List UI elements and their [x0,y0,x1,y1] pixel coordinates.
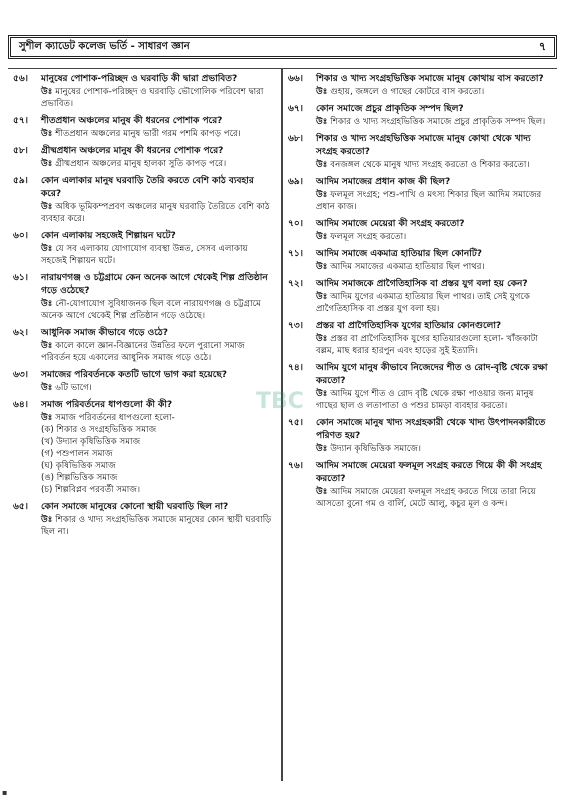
answer-label: উঃ [41,244,56,254]
answer-body: কালে কালে জ্ঞান-বিজ্ঞানের উন্নতির ফলে পুরানো সমাজ পরিবর্তন হয়ে একালের আধুনিক সমাজ গড়ে ওঠে। [41,341,245,363]
question-item [283,216,556,246]
question-number: ৬৫। [13,502,28,512]
question-number: ৫৮। [13,146,28,156]
question-text: কোন এলাকার মানুষ ঘরবাড়ি তৈরি করতে বেশি কাঠ ব্যবহার করে? [41,176,254,199]
answer-label: উঃ [41,299,56,309]
page-number: ৭ [538,39,546,53]
answer-body: শিকার ও খাদ্য সংগ্রহভিত্তিক সমাজে মানুষের কোন স্থায়ী ঘরবাড়ি ছিল না। [41,515,272,537]
question-number: ৭০। [288,219,303,229]
answer-list-item: (ঘ) কৃষিভিত্তিক সমাজ [41,461,116,471]
right-column [282,69,556,781]
question-text: কোন সমাজে মানুষের কোনো স্থায়ী ঘরবাড়ি ছিল না? [41,502,229,512]
answer-list-item: (গ) পশুপালন সমাজ [41,449,113,459]
question-item [283,360,556,415]
question-number: ৫৭। [13,116,28,126]
answer-body: শীতপ্রধান অঞ্চলের মানুষ ভারী গরম পশমি কাপড় পরে। [55,129,241,139]
answer-label: উঃ [316,232,331,242]
question-text: সমাজ পরিবর্তনের ধাপগুলো কী কী? [41,400,173,410]
question-number: ৭২। [288,279,303,289]
question-row [13,399,276,412]
question-text: কোন সমাজে প্রচুর প্রাকৃতিক সম্পদ ছিল? [316,104,464,114]
answer-body: গুহায়, জঙ্গলে ও গাছের কোটরে বাস করতো। [330,87,485,97]
left-column [8,69,282,781]
answer-list-item: (চ) শিল্পবিপ্লব পরবর্তী সমাজ। [41,485,141,495]
page-header [8,35,557,59]
question-row [288,320,551,333]
answer-label: উঃ [316,334,331,344]
question-text: শীতপ্রধান অঞ্চলের মানুষ কী ধরনের পোশাক পরে? [41,116,223,126]
question-number: ৬১। [13,273,28,283]
answer-text [41,86,276,110]
svg-text:TBC: TBC [256,389,304,414]
question-number: ৬২। [13,328,28,338]
question-item [8,173,281,228]
answer-body: আদিম যুগের একমাত্র হাতিয়ার ছিল পাথর। তাই সেই যুগকে প্রাগৈতিহাসিক বা প্রস্তর যুগ বলা হয়। [316,292,530,314]
answer-label: উঃ [316,487,331,497]
question-row [13,175,276,201]
question-row [288,176,551,189]
answer-label: উঃ [316,160,331,170]
answer-list-item: (ঙ) শিল্পভিত্তিক সমাজ [41,473,118,483]
answer-text [41,243,276,267]
question-row [288,362,551,388]
question-number: ৬০। [13,231,28,241]
question-item [8,143,281,173]
question-row [13,145,276,158]
answer-text [41,128,276,140]
answer-list [41,424,276,496]
question-text: শিকার ও খাদ্য সংগ্রহভিত্তিক সমাজে মানুষ কোথায় বাস করতো? [316,74,544,84]
answer-list-items [41,424,276,496]
question-row [13,230,276,243]
question-row [288,278,551,291]
answer-label: উঃ [41,515,56,525]
answer-text [316,159,551,171]
question-text: গ্রীষ্মপ্রধান অঞ্চলের মানুষ কী ধরনের পোশাক পরে? [41,146,224,156]
question-row [13,327,276,340]
answer-label: উঃ [316,190,331,200]
question-row [13,272,276,298]
question-text: আদিম সমাজে মেয়েরা কী সংগ্রহ করতো? [316,219,465,229]
answer-text [316,189,551,213]
answer-body: মানুষের পোশাক-পরিচ্ছদ ও ঘরবাড়ি ভৌগোলিক পরিবেশ দ্বারা প্রভাবিত। [41,87,264,109]
question-number: ৭৫। [288,418,303,428]
question-item [283,276,556,318]
question-text: মানুষের পোশাক-পরিচ্ছদ ও ঘরবাড়ি কী দ্বারা প্রভাবিত? [41,74,238,84]
answer-text [316,116,551,128]
question-row [13,115,276,128]
answer-body: ফলমূল সংগ্রহ করতো। [330,232,407,242]
question-text: আদিম সমাজের প্রধান কাজ কী ছিল? [316,177,451,187]
question-text: নারায়ণগঞ্জ ও চট্টগ্রামে কেন অনেক আগে থেকেই শিল্প প্রতিষ্ঠান গড়ে ওঠেছে? [41,273,268,296]
question-number: ৬৯। [288,177,303,187]
question-number: ৬৪। [13,400,28,410]
question-item [8,397,281,499]
answer-label: উঃ [316,292,331,302]
question-text: কোন এলাকায় সহজেই শিল্পায়ন ঘটে? [41,231,176,241]
question-row [288,248,551,261]
answer-body: ৬টি ভাগে। [55,383,92,393]
question-item [8,499,281,541]
answer-text [41,158,276,170]
answer-label: উঃ [41,202,56,212]
question-item [8,270,281,325]
question-item [8,325,281,367]
question-row [288,103,551,116]
answer-text [41,298,276,322]
answer-body: আদিম যুগে শীত ও রোদ বৃষ্টি থেকে রক্ষা পাওয়ার জন্য মানুষ গাছের ছাল ও লতাপাতা ও পশুর চামড়া ব্যবহার করতো। [316,389,534,411]
question-item [283,131,556,174]
answer-body: ফলমূল সংগ্রহ; পশু-পাখি ও মৎস্য শিকার ছিল আদিম সমাজের প্রধান কাজ। [316,190,542,212]
answer-body: নৌ-যোগাযোগ সুবিধাজনক ছিল বলে নারায়ণগঞ্জ ও চট্টগ্রামে অনেক আগে থেকেই শিল্প প্রতিষ্ঠান গড়ে ওঠেছে। [41,299,261,321]
question-row [13,73,276,86]
question-row [13,501,276,514]
question-number: ৭৩। [288,321,303,331]
answer-text [41,201,276,225]
answer-text [41,340,276,364]
question-item [8,367,281,397]
answer-text [316,333,551,357]
question-item [283,174,556,216]
answer-body: শিকার ও খাদ্য সংগ্রহভিত্তিক সমাজে প্রচুর প্রাকৃতিক সম্পদ ছিল। [330,117,546,127]
answer-text [316,231,551,243]
question-text: আদিম যুগে মানুষ কীভাবে নিজেদের শীত ও রোদ-বৃষ্টি থেকে রক্ষা করতো? [316,363,548,386]
question-row [288,460,551,486]
question-item [283,101,556,131]
question-number: ৬৩। [13,370,28,380]
question-text: শিকার ও খাদ্য সংগ্রহভিত্তিক সমাজে মানুষ কোথা থেকে খাদ্য সংগ্রহ করতো? [316,134,531,157]
question-text: কোন সমাজে মানুষ খাদ্য সংগ্রহকারী থেকে খাদ্য উৎপাদনকারীতে পরিণত হয়? [316,418,546,441]
question-item [8,71,281,113]
answer-body: বনজঙ্গল থেকে মানুষ খাদ্য সংগ্রহ করতো ও শিকার করতো। [330,160,530,170]
answer-text [316,86,551,98]
answer-label: উঃ [41,159,56,169]
answer-body: আদিম সমাজের একমাত্র হাতিয়ার ছিল পাথর। [330,262,485,272]
question-number: ৫৬। [13,74,28,84]
answer-label: উঃ [316,444,331,454]
answer-text [41,514,276,538]
question-text: আধুনিক সমাজ কীভাবে গড়ে ওঠে? [41,328,168,338]
question-text: প্রস্তর বা প্রাগৈতিহাসিক যুগের হাতিয়ার কোনগুলো? [316,321,502,331]
question-item [283,458,556,513]
question-item [283,246,556,276]
answer-body: গ্রীষ্মপ্রধান অঞ্চলের মানুষ হালকা সুতি কাপড় পরে। [55,159,227,169]
answer-label: উঃ [316,262,331,272]
footer-mark: ▪ [2,788,8,797]
answer-label: উঃ [41,383,56,393]
answer-label: উঃ [41,129,56,139]
answer-body: অধিক ভূমিকম্পপ্রবণ অঞ্চলের মানুষ ঘরবাড়ি তৈরিতে বেশি কাঠ ব্যবহার করে। [41,202,270,224]
question-item [8,113,281,143]
answer-text [316,388,551,412]
question-number: ৭১। [288,249,303,259]
question-row [13,369,276,382]
question-item [283,318,556,360]
answer-body: আদিম সমাজে মেয়েরা ফলমূল সংগ্রহ করতে গিয়ে তারা নিয়ে আসতো বুনো গম ও বার্লি, মেটে আলু, কচুর মূল ও কন্দ। [316,487,536,509]
question-number: ৬৮। [288,134,303,144]
question-item [283,415,556,458]
answer-body: সমাজ পরিবর্তনের ধাপগুলো হলো- [55,413,175,423]
question-text: সমাজের পরিবর্তনকে কতটি ভাগে ভাগ করা হয়েছে? [41,370,228,380]
page-title: সুশীল ক্যাডেট কলেজ ভর্তি - সাধারণ জ্ঞান [19,40,190,52]
answer-list-item: (ক) শিকার ও সংগ্রহভিত্তিক সমাজ [41,425,157,435]
answer-body: প্রস্তর বা প্রাগৈতিহাসিক যুগের হাতিয়ারগুলো হলো- খাঁজকাটা বল্লম, মাছ ধরার হারপুন এবং হাড়ের সুই ইত্যাদি। [316,334,538,356]
answer-text [316,486,551,510]
question-number: ৬৭। [288,104,303,114]
question-text: আদিম সমাজে একমাত্র হাতিয়ার ছিল কোনটি? [316,249,482,259]
question-row [288,133,551,159]
answer-body: উদ্যান কৃষিভিত্তিক সমাজে। [330,444,421,454]
answer-body: যে সব এলাকায় যোগাযোগ ব্যবস্থা উন্নত, সেসব এলাকায় সহজেই শিল্পায়ন ঘটে। [41,244,248,266]
question-number: ৭৬। [288,461,303,471]
answer-label: উঃ [41,87,56,97]
answer-text [316,443,551,455]
question-row [288,417,551,443]
question-number: ৫৯। [13,176,28,186]
question-row [288,218,551,231]
answer-label: উঃ [41,413,56,423]
answer-text [41,382,276,394]
question-item [283,71,556,101]
answer-label: উঃ [316,389,331,399]
answer-label: উঃ [41,341,56,351]
question-number: ৭৪। [288,363,303,373]
answer-text [316,261,551,273]
question-row [288,73,551,86]
question-number: ৬৬। [288,74,303,84]
qa-content [8,68,557,781]
question-text: আদিম সমাজে মেয়েরা ফলমূল সংগ্রহ করতে গিয়ে কী কী সংগ্রহ করতো? [316,461,542,484]
answer-label: উঃ [316,117,331,127]
question-text: আদিম সমাজকে প্রাগৈতিহাসিক বা প্রস্তর যুগ বলা হয় কেন? [316,279,528,289]
answer-text [41,412,276,424]
answer-label: উঃ [316,87,331,97]
answer-text [316,291,551,315]
question-item [8,228,281,270]
answer-list-item: (খ) উদ্যান কৃষিভিত্তিক সমাজ [41,437,141,447]
